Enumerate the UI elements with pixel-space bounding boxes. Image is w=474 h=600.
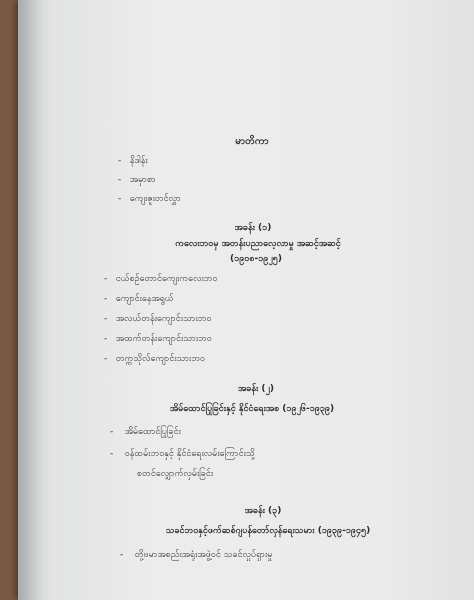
- chapter-3-heading: အခန်း (၃): [244, 506, 282, 516]
- chapter-2-heading: အခန်း (၂): [237, 384, 275, 394]
- chapter-2-item-continuation: စတင်လျှောက်လှမ်းခြင်း: [137, 469, 214, 479]
- list-item: - အထက်တန်းကျောင်းသားဘဝ: [104, 334, 212, 344]
- chapter-1-years: (၁၉၀၈-၁၉၂၅): [230, 254, 282, 264]
- chapter-1-item: ကျောင်းနေအရွယ်: [115, 294, 174, 304]
- chapter-2-subtitle: အိမ်ထောင်ပြုခြင်းနှင့် နိုင်ငံရေးအစ (၁၉၂၆-၁၉၃၉): [169, 404, 335, 414]
- page-spine-shadow: [18, 0, 44, 600]
- chapter-1-item: အထက်တန်းကျောင်းသားဘဝ: [115, 334, 212, 344]
- list-item: - အမှာစာ: [118, 175, 156, 185]
- intro-item-acknowledgement: ကျေးဇူးတင်လွှာ: [129, 194, 181, 204]
- list-item: - ကျောင်းနေအရွယ်: [104, 294, 174, 304]
- chapter-3-subtitle: သခင်ဘဝနှင့်ဖက်ဆစ်ဂျပန်တော်လှန်ရေးသမား (၁၉၃၉-၁၉၄၅): [165, 526, 371, 536]
- list-item: - တို့ဗမာအစည်းအရုံးအဖွဲ့ဝင် သခင်လှုပ်ရှားမှု: [120, 550, 273, 560]
- list-item: - ငယ်စဉ်တောင်ကျေးကလေးဘဝ: [104, 274, 218, 284]
- list-item: - ကျေးဇူးတင်လွှာ: [118, 194, 181, 204]
- chapter-1-item: တက္ကသိုလ်ကျောင်းသားဘဝ: [115, 354, 206, 364]
- list-item: - အိမ်ထောင်ပြုခြင်း: [110, 427, 181, 437]
- chapter-2-item: အိမ်ထောင်ပြုခြင်း: [124, 427, 181, 437]
- chapter-1-heading: အခန်း (၁): [234, 223, 272, 233]
- chapter-1-subtitle: ကလေးဘဝမှ အတန်းပညာလေ့လာမှု အဆင့်အဆင့်: [175, 239, 341, 249]
- book-page: [18, 0, 474, 600]
- chapter-1-item: ငယ်စဉ်တောင်ကျေးကလေးဘဝ: [115, 274, 218, 284]
- chapter-1-item: အလယ်တန်းကျောင်းသားဘဝ: [115, 314, 212, 324]
- chapter-3-item: တို့ဗမာအစည်းအရုံးအဖွဲ့ဝင် သခင်လှုပ်ရှားမှု: [134, 550, 273, 560]
- list-item: - နိဒါန်း: [118, 156, 148, 166]
- list-item: - ဝန်ထမ်းဘဝနှင့် နိုင်ငံရေးလမ်းကြောင်းသို့: [110, 449, 255, 459]
- list-item: - တက္ကသိုလ်ကျောင်းသားဘဝ: [104, 354, 206, 364]
- list-item: - အလယ်တန်းကျောင်းသားဘဝ: [104, 314, 212, 324]
- contents-title: မာတိကာ: [235, 136, 269, 147]
- chapter-2-item: ဝန်ထမ်းဘဝနှင့် နိုင်ငံရေးလမ်းကြောင်းသို့: [124, 449, 255, 459]
- intro-item-foreword: အမှာစာ: [129, 175, 156, 185]
- intro-item-preface: နိဒါန်း: [129, 156, 148, 166]
